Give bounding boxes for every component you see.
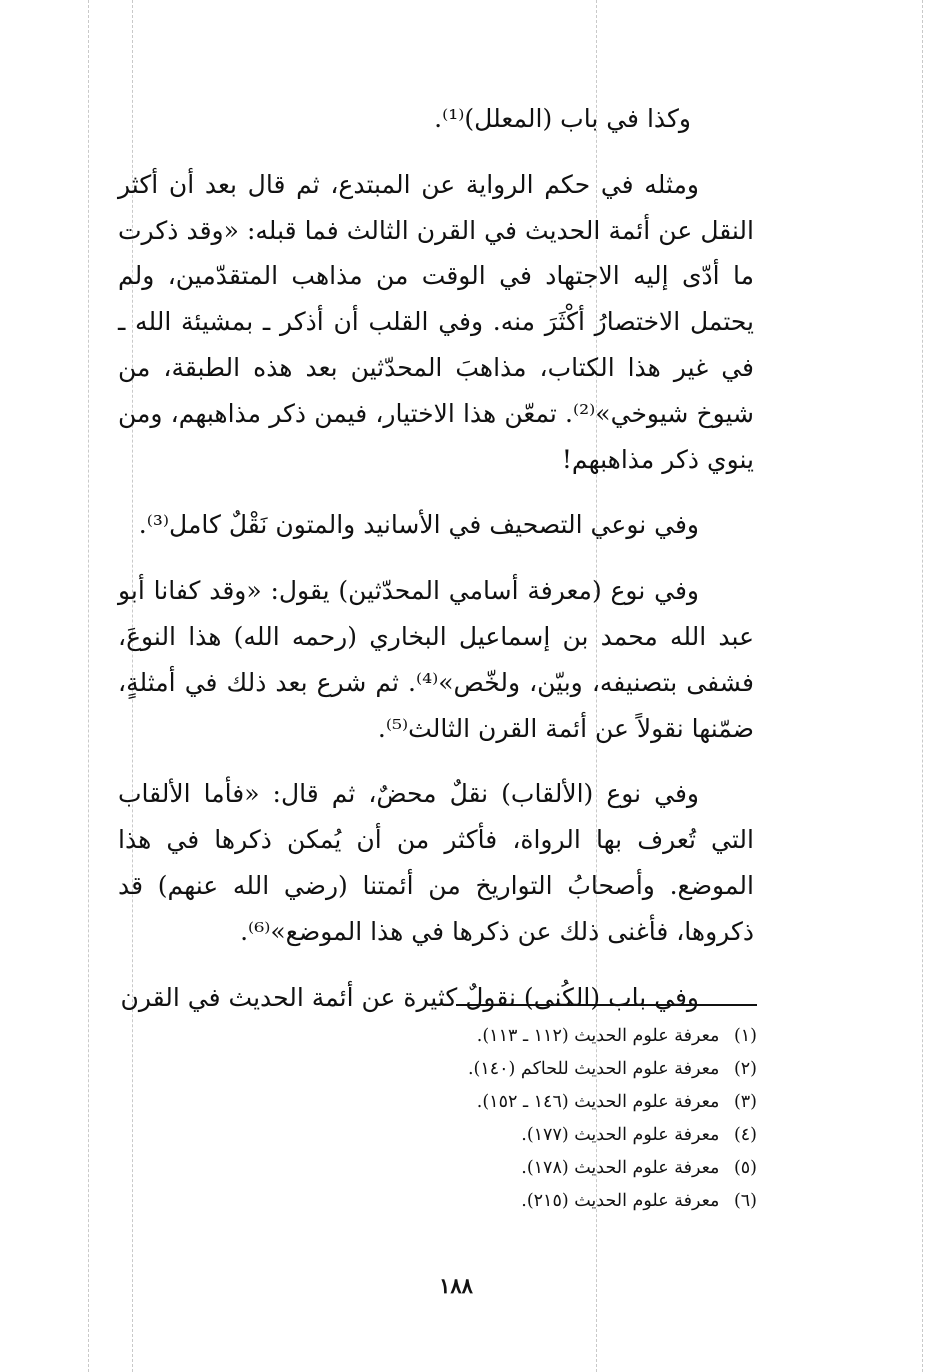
footnote-item <box>337 1086 757 1119</box>
footnote-separator <box>456 1004 757 1006</box>
footnote-number: (٣) <box>733 1092 757 1112</box>
footnote-text: معرفة علوم الحديث (١٧٧). <box>521 1125 720 1145</box>
paragraph-3: وفي نوعي التصحيف في الأسانيد والمتون نَقْلٌ كامل⁽³⁾. <box>138 510 699 540</box>
footnote-text: معرفة علوم الحديث (١٧٨). <box>521 1158 720 1178</box>
main-text <box>118 96 754 1020</box>
page-number: ١٨٨ <box>439 1273 473 1298</box>
paragraph-5: وفي نوع (الألقاب) نقلٌ محضٌ، ثم قال: «فأما الألقاب التي تُعرف بها الرواة، فأكثر من أن يُمكن ذكرها في هذا الموضع. وأصحابُ التواريخ من أئمتنا (رضي الله عنهم) قد ذكروها، فأغنى ذلك عن ذكرها في هذا الموضع»⁽⁶⁾. <box>118 779 754 946</box>
footnote-number: (٦) <box>733 1191 757 1211</box>
footnote-number: (٤) <box>733 1125 757 1145</box>
paragraph-1: وكذا في باب (المعلل)⁽¹⁾. <box>434 104 691 133</box>
footnote-text: معرفة علوم الحديث للحاكم (١٤٠). <box>467 1059 720 1079</box>
footnote-number: (٢) <box>733 1059 757 1079</box>
paragraph-4: وفي نوع (معرفة أسامي المحدّثين) يقول: «وقد كفانا أبو عبد الله محمد بن إسماعيل البخاري (رحمه الله) هذا النوعَ، فشفى بتصنيفه، وبيّن، ولخّص»⁽⁴⁾. ثم شرع بعد ذلك في أمثلةٍ، ضمّنها نقولاً عن أئمة القرن الثالث⁽⁵⁾. <box>118 576 754 743</box>
footnote-number: (١) <box>733 1026 757 1046</box>
footnote-item <box>337 1053 757 1086</box>
footnote-text: معرفة علوم الحديث (٢١٥). <box>521 1191 720 1211</box>
footnote-number: (٥) <box>733 1158 757 1178</box>
footnote-item <box>337 1185 757 1218</box>
paragraph-2: ومثله في حكم الرواية عن المبتدع، ثم قال بعد أن أكثر النقل عن أئمة الحديث في القرن الثالث فما قبله: «وقد ذكرت ما أدّى إليه الاجتهاد في الوقت من مذاهب المتقدّمين، ولم يحتمل الاختصارُ أكْثَرَ منه. وفي القلب أن أذكر ـ بمشيئة الله ـ في غير هذا الكتاب، مذاهبَ المحدّثين بعد هذه الطبقة، من شيوخ شيوخي»⁽²⁾. تمعّن هذا الاختيار، فيمن ذكر مذاهبهم، ومن ينوي ذكر مذاهبهم! <box>118 169 755 474</box>
footnotes <box>337 1020 757 1218</box>
footnote-item <box>337 1152 757 1185</box>
paragraph-6: وفي باب (الكُنى) نقولٌ كثيرة عن أئمة الحديث في القرن <box>120 982 699 1012</box>
footnote-text: معرفة علوم الحديث (١٤٦ ـ ١٥٢). <box>476 1092 720 1112</box>
scan-guide-line <box>88 0 89 1372</box>
footnote-text: معرفة علوم الحديث (١١٢ ـ ١١٣). <box>476 1026 720 1046</box>
scan-guide-line <box>922 0 923 1372</box>
footnote-item <box>337 1020 757 1053</box>
footnote-item <box>337 1119 757 1152</box>
